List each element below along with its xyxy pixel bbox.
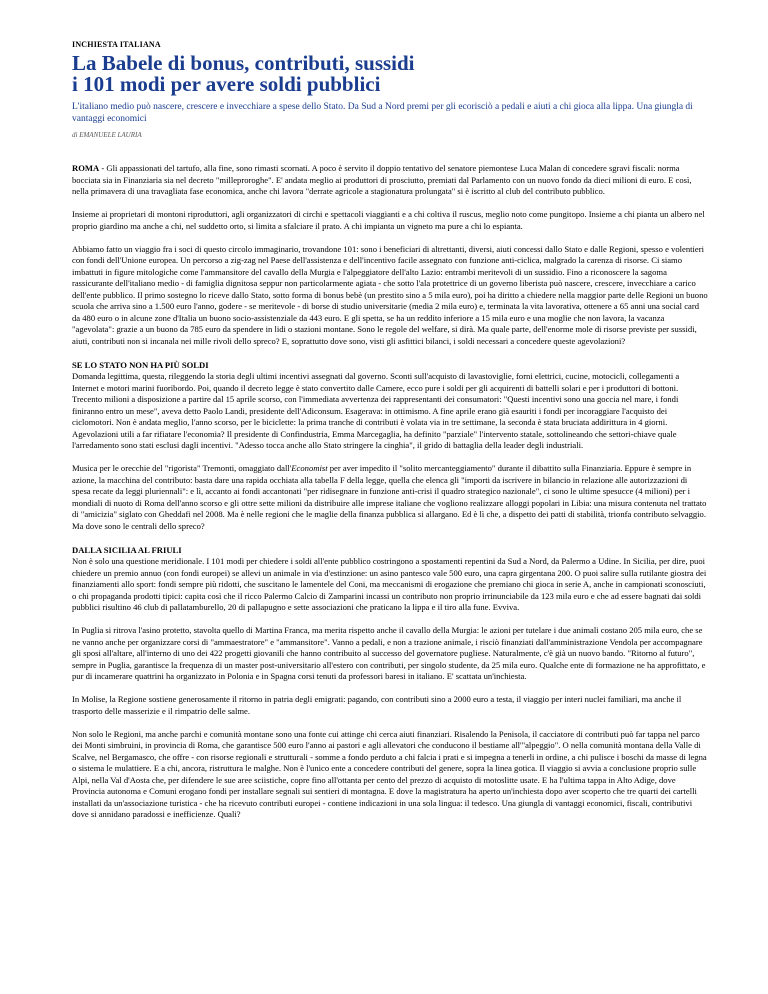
section-kicker: INCHIESTA ITALIANA <box>72 40 161 49</box>
article-headline <box>72 53 708 95</box>
section-heading-1: SE LO STATO NON HA PIÙ SOLDI <box>72 360 209 370</box>
paragraph-8: In Molise, la Regione sostiene generosamente il ritorno in patria degli emigrati: pagando, con contributi sino a 2000 euro a testa, il viaggio per interi nuclei familiari, ma anche il trasporto delle masserizie e il rimpatrio delle salme. <box>72 694 682 716</box>
paragraph-9: Non solo le Regioni, ma anche parchi e comunità montane sono una fonte cui attinge chi cerca aiuti finanziari. Risalendo la Penisola, il cacciatore di contributi può far tappa nel parco dei Monti simbruini, in provincia di Roma, che garantisce 500 euro l'anno ai pastori e agli allevatori che conducono il bestiame all'"alpeggio". O nella comunità montana della Valle di Scalve, nel Bergamasco, che offre - con risorse regionali e strutturali - somme a fondo perduto a chi falcia i prati e si impegna a tenerli in ordine, a chi pulisce i boschi da masse di legna o sistema le mulattiere. E a chi, ancora, ristruttura le malghe. Non è l'unico ente a concedere contributi del genere, sopra la linea gotica. Il viaggio si avvia a conclusione proprio sulle Alpi, nella Val d'Aosta che, per difendere le sue aree sciistiche, copre fino all'ottanta per cento del prezzo di acquisto di motoslitte usate. E ha l'ultima tappa in Alto Adige, dove Provincia autonoma e Comuni erogano fondi per installare segnali sui sentieri di montagna. E dove la magistratura ha aperto un'inchiesta dopo aver scoperto che tre quarti dei cartelli installati da un'associazione turistica - che ha ricevuto contributi europei - contiene indicazioni in una sola lingua: il tedesco. Una giungla di vantaggi economici, fiscali, contributivi dove si annidano paradossi e inefficienze. Quali? <box>72 728 707 819</box>
section-heading-2: DALLA SICILIA AL FRIULI <box>72 545 182 555</box>
paragraph-4: Domanda legittima, questa, rileggendo la storia degli ultimi incentivi assegnati dal governo. Sconti sull'acquisto di lavastoviglie, forni elettrici, cucine, motocicli, collegamenti a Internet e motori marini fuoribordo. Poi, quando il decreto legge è stato convertito dalle Camere, ecco pure i soldi per gli acquirenti di battelli solari e per i produttori di bottoni. Trecento milioni a disposizione a partire dal 15 aprile scorso, con l'immediata avvertenza dei rappresentanti dei consumatori: "Questi incentivi sono una goccia nel mare, i fondi finiranno entro un mese", aveva detto Paolo Landi, presidente dell'Adiconsum. Esagerava: in ottimismo. A fine aprile erano già esauriti i fondi per incoraggiare l'acquisto dei ciclomotori. Non è andata meglio, l'anno scorso, per le biciclette: la prima tranche di contributi è volata via in tre settimane, la seconda è stata bruciata addirittura in 4 giorni. Agevolazioni utili a far rifiatare l'economia? Il presidente di Confindustria, Emma Marcegaglia, ha definito "parziale" l'intervento statale, sottolineando che settori-chiave quale l'arredamento sono stati esclusi dagli incentivi. "Adesso tocca anche allo Stato stringere la cinghia", il grido di battaglia della leader degli industriali. <box>72 371 680 450</box>
publication-name: Economist <box>291 463 328 473</box>
paragraph-2: Insieme ai proprietari di montoni riproduttori, agli organizzatori di circhi e spettacoli viaggianti e a chi coltiva il ruscus, meglio noto come pungitopo. Insieme a chi pianta un albero nel proprio giardino ma anche a chi, nel suddetto orto, si limita a sfalciare il prato. A chi impianta un vigneto ma pure a chi lo espianta. <box>72 209 705 231</box>
headline-line-2: i 101 modi per avere soldi pubblici <box>72 72 381 96</box>
dateline: ROMA <box>72 163 100 173</box>
paragraph-1-text: - Gli appassionati del tartufo, alla fine, sono rimasti scornati. A poco è servito il doppio tentativo del senatore piemontese Luca Malan di concedere sgravi fiscali: norma bocciata sia in Finanziaria sia nel decreto "milleproroghe". E' andata meglio ai produttori di prosciutto, premiati dal Parlamento con un nuovo fondo da dieci milioni di euro. E così, nella primavera di una travagliata fase economica, anche chi lavora "derrate agricole a stagionatura prolungata" si è iscritto al club del contributo pubblico. <box>72 163 692 196</box>
paragraph-3: Abbiamo fatto un viaggio fra i soci di questo circolo immaginario, trovandone 101: sono i beneficiari di altrettanti, diversi, aiuti concessi dallo Stato e dalle Regioni, spesso e volentieri con fondi dell'Unione europea. Un percorso a zig-zag nel Paese dell'assistenza e dell'incentivo facile assegnato con funzione anti-ciclica, malgrado la carenza di risorse. Ci siamo imbattuti in figure mitologiche come l'ammansitore del cavallo della Murgia e l'alpeggiatore dell'alto Lazio: entrambi meritevoli di un sussidio. Fino a riconoscere la sagoma rassicurante dell'italiano medio - di famiglia dignitosa seppur non particolarmente agiata - che sotto l'ala protettrice di un governo liberista può nascere, crescere, invecchiare a carico dell'ente pubblico. Il primo sostegno lo riceve dallo Stato, sotto forma di bonus bebè (un prestito sino a 5 mila euro), poi ha diritto a chiedere nella maggior parte delle Regioni un buono scuola che arriva sino a 1.500 euro l'anno, godere - se meritevole - di borse di studio universitarie (media 2 mila euro) e, terminata la vita lavorativa, ottenere a 65 anni una social card da 480 euro o in alcune zone d'Italia un buono socio-assistenziale da 443 euro. E gli spetta, se ha un reddito inferiore a 15 mila euro e una moglie che non lavora, la vacanza "agevolata": grazie a un buono da 785 euro da spendere in lidi o stazioni montane. Sono le regole del welfare, si dirà. Ma quale parte, dell'enorme mole di risorse previste per sussidi, aiuti, contributi non si incanala nei mille rivoli dello spreco? E, soprattutto dove sono, visti gli asfittici bilanci, i soldi necessari a concedere queste agevolazioni? <box>72 243 708 346</box>
paragraph-7: In Puglia si ritrova l'asino protetto, stavolta quello di Martina Franca, ma merita rispetto anche il cavallo della Murgia: le azioni per tutelare i due animali costano 205 mila euro, che se ne vanno anche per organizzare corsi di "ammaestratore" e "ammansitore". Vanno a pedali, e non a trazione animale, i risciò finanziati dall'amministrazione Vendola per accompagnare gli sposi all'altare, all'interno di uno dei 422 progetti giovanili che hanno contribuito al successo del governatore pugliese. Naturalmente, c'è già un nuovo bando. "Ritorno al futuro", sempre in Puglia, garantisce la frequenza di un master post-universitario all'estero con contributi, per singolo studente, da 25 mila euro. Qualche ente di formazione ne ha approfittato, e pur di incamerare quattrini ha organizzato in Polonia e in Spagna corsi tenuti da professori baresi in italiano. E' scattata un'inchiesta. <box>72 625 706 681</box>
paragraph-1 <box>72 163 708 198</box>
paragraph-5 <box>72 463 708 532</box>
article-summary: L'italiano medio può nascere, crescere e invecchiare a spese dello Stato. Da Sud a Nord premi per gli ecorisciò a pedali e aiuti a chi gioca alla lippa. Una giungla di vantaggi economici <box>72 102 693 124</box>
paragraph-5-text-b: per aver impedito il "solito mercanteggiamento" durante il dibattito sulla Finanziaria. Eppure è sempre in azione, la macchina del contributo: basta dare una rapida occhiata alla tabella F della legge, quella che elenca gli "importi da iscrivere in bilancio in relazione alle autorizzazioni di spesa recate da leggi pluriennali": e lì, accanto ai fondi accantonati "per ridisegnare in funzione anti-crisi il quadro strategico nazionale", ci sono le ultime spesucce (4 milioni) per i mondiali di nuoto di Roma dell'anno scorso e gli ottre sette milioni da distribuire alle imprese italiane che vogliono realizzare alloggi popolari in Libia: una misura contenuta nel trattato di "amicizia" siglato con Gheddafi nel 2008. Ma è nelle regioni che le maglie della finanza pubblica si allargano. Ed è lì che, a dispetto dei patti di stabilità, trionfa contributo selvaggio. Ma dove sono le centrali dello spreco? <box>72 463 707 531</box>
headline-line-1: La Babele di bonus, contributi, sussidi <box>72 51 415 75</box>
article-byline: di EMANUELE LAURIA <box>72 131 142 139</box>
paragraph-5-text-a: Musica per le orecchie del "rigorista" Tremonti, omaggiato dall' <box>72 463 292 473</box>
paragraph-6: Non è solo una questione meridionale. I 101 modi per chiedere i soldi all'ente pubblico costringono a spostamenti repentini da Sud a Nord, da Palermo a Udine. In Sicilia, per dire, puoi chiedere un premio annuo (con fondi europei) se allevi un animale in via d'estinzione: un asino pantesco vale 500 euro, una capra girgentana 200. O puoi salire sulla rutilante giostra dei finanziamenti allo sport: fondi sempre più ridotti, che suscitano le lamentele del Coni, ma meccanismi di erogazione che premiano chi gioca in serie A, anche in campionati sconosciuti, o chi propaganda prodotti tipici: capita così che il ricco Palermo Calcio di Zamparini incassi un contributo non proprio irrinunciabile da 123 mila euro e che ad essere bagnati dai soldi pubblici risultino 46 club di pallatamburello, 20 di pallapugno e sette associazioni che praticano la lippa e il tiro alla fune. Evviva. <box>72 556 707 612</box>
